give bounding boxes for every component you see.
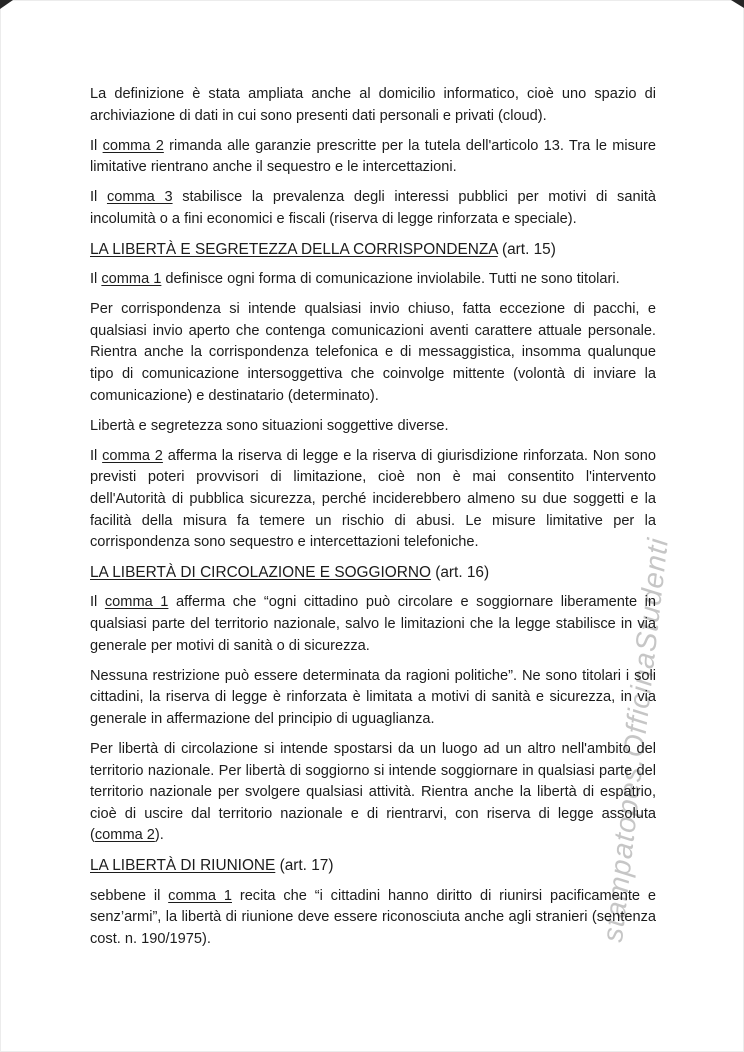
text-segment: Nessuna restrizione può essere determinata da ragioni politiche”. Ne sono titolari i soli cittadini, la riserva di legge è rinforzata è limitata a motivi di sanità e sicurezza, in via generale in affermazione del principio di uguaglianza. (90, 667, 656, 727)
underlined-text: comma 2 (94, 827, 155, 844)
text-segment: Il (90, 594, 105, 611)
text-segment: sebbene il (90, 887, 169, 904)
paragraph (90, 886, 656, 951)
text-segment: Per corrispondenza si intende qualsiasi invio chiuso, fatta eccezione di pacchi, e qualsiasi invio aperto che contenga comunicazioni aventi carattere attuale personale. Rientra anche la corrispondenza telefonica e di messaggistica, insomma qualunque tipo di comunicazione intersoggettiva che coinvolge mittente (volontà di inviare la comunicazione) e destinatario (determinato). (90, 301, 656, 404)
text-segment: Il (90, 271, 102, 288)
section-heading (90, 562, 656, 584)
paragraph (90, 446, 656, 554)
scan-artifact-corner-top-left (0, 0, 13, 9)
paragraph (90, 136, 656, 179)
scan-artifact-corner-top-right (731, 0, 744, 8)
text-segment: La definizione è stata ampliata anche al domicilio informatico, cioè uno spazio di archiviazione di dati in cui sono presenti dati personali e privati (cloud). (90, 86, 656, 124)
text-segment: (art. 15) (497, 241, 556, 259)
underlined-text: comma 1 (168, 887, 232, 904)
paragraph (90, 666, 656, 731)
text-segment: (art. 16) (430, 564, 490, 582)
document-body (90, 84, 656, 959)
underlined-text: comma 3 (106, 189, 173, 206)
text-segment: afferma che “ogni cittadino può circolare e soggiornare liberamente in qualsiasi parte del territorio nazionale, salvo le limitazioni che la legge stabilisce in via generale per motivi di sanità o di sicurezza. (90, 594, 656, 654)
paragraph (90, 592, 656, 657)
text-segment: (art. 17) (275, 857, 334, 875)
text-segment: Il (90, 189, 107, 206)
text-segment: ). (154, 827, 164, 844)
underlined-text: LA LIBERTÀ E SEGRETEZZA DELLA CORRISPONDENZA (90, 241, 498, 259)
underlined-text: comma 2 (102, 137, 164, 154)
underlined-text: comma 1 (101, 271, 162, 288)
text-segment: Il (90, 447, 103, 464)
watermark: stampatopes.OfficinaStudenti (597, 535, 675, 944)
text-segment: stabilisce la prevalenza degli interessi pubblici per motivi di sanità incolumità o a fini economici e fiscali (riserva di legge rinforzata e speciale). (90, 189, 656, 227)
underlined-text: comma 1 (104, 594, 169, 611)
text-segment: afferma la riserva di legge e la riserva di giurisdizione rinforzata. Non sono previsti poteri provvisori di limitazione, cioè non è mai consentito l'intervento dell'Autorità di pubblica sicurezza, perché inciderebbero almeno su due soggetti e la facilità della misura fa temere un rischio di abusi. Le misure limitative per la corrispondenza sono sequestro e intercettazioni telefoniche. (90, 447, 657, 551)
text-segment: rimanda alle garanzie prescritte per la tutela dell'articolo 13. Tra le misure limitative rientrano anche il sequestro e le intercettazioni. (90, 137, 657, 176)
text-segment: Per libertà di circolazione si intende spostarsi da un luogo ad un altro nell'ambito del territorio nazionale. Per libertà di soggiorno si intende soggiornare in qualsiasi parte del territorio nazionale per svolgere qualsiasi attività. Rientra anche la libertà di espatrio, cioè di uscire dal territorio nazionale e di rientrarvi, con riserva di legge assoluta ( (90, 740, 656, 844)
underlined-text: LA LIBERTÀ DI RIUNIONE (90, 857, 276, 875)
paragraph (90, 269, 656, 291)
section-heading (90, 239, 656, 261)
paragraph (90, 84, 656, 127)
underlined-text: LA LIBERTÀ DI CIRCOLAZIONE E SOGGIORNO (90, 564, 431, 582)
underlined-text: comma 2 (102, 447, 163, 464)
text-segment: Libertà e segretezza sono situazioni soggettive diverse. (90, 417, 449, 434)
paragraph (90, 187, 656, 230)
text-segment: Il (90, 137, 103, 154)
text-segment: definisce ogni forma di comunicazione inviolabile. Tutti ne sono titolari. (161, 271, 620, 288)
paragraph (90, 416, 656, 438)
paragraph (90, 299, 656, 407)
paragraph (90, 739, 656, 847)
text-segment: recita che “i cittadini hanno diritto di riunirsi pacificamente e senz’armi”, la libertà di riunione deve essere riconosciuta anche agli stranieri (sentenza cost. n. 190/1975). (90, 887, 657, 947)
section-heading (90, 855, 656, 877)
